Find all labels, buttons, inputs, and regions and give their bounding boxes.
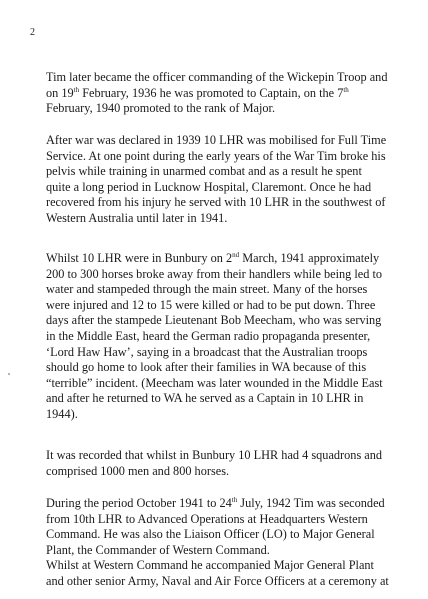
text-line: days after the stampede Lieutenant Bob Meecham, who was serving bbox=[46, 313, 382, 328]
ordinal-suffix: th bbox=[343, 85, 349, 94]
text-line: and other senior Army, Naval and Air Force Officers at a ceremony at bbox=[46, 573, 389, 588]
text-line: “terrible” incident. (Meecham was later wounded in the Middle East bbox=[46, 375, 383, 390]
text-line: Western Australia until later in 1941. bbox=[46, 210, 228, 225]
text-line: from 10th LHR to Advanced Operations at Headquarters Western bbox=[46, 511, 368, 526]
text-line: Service. At one point during the early years of the War Tim broke his bbox=[46, 148, 386, 163]
paragraph-war-service bbox=[46, 133, 393, 227]
paragraph-secondment bbox=[46, 496, 393, 558]
text-line: quite a long period in Lucknow Hospital, Claremont. Once he had bbox=[46, 179, 372, 194]
text-line: Plant, the Commander of Western Command. bbox=[46, 542, 270, 557]
text-line: recovered from his injury he served with 10 LHR in the southwest of bbox=[46, 195, 386, 210]
text-line: February, 1940 promoted to the rank of Major. bbox=[46, 101, 276, 116]
text-line: Whilst at Western Command he accompanied Major General Plant bbox=[46, 558, 374, 572]
page-number: 2 bbox=[30, 27, 35, 38]
ordinal-suffix: th bbox=[231, 496, 238, 504]
text-line: 1944). bbox=[46, 406, 78, 421]
text-line: on 19th February, 1936 he was promoted to Captain, on the 7th bbox=[46, 85, 349, 100]
paragraph-promotions bbox=[46, 70, 393, 117]
scan-mark bbox=[8, 373, 10, 375]
text-line: were injured and 12 to 15 were killed or had to be put down. Three bbox=[46, 297, 376, 312]
text-line: After war was declared in 1939 10 LHR was mobilised for Full Time bbox=[46, 133, 387, 147]
text-line: ‘Lord Haw Haw’, saying in a broadcast that the Australian troops bbox=[46, 344, 368, 359]
text-line: should go home to look after their families in WA because of this bbox=[46, 360, 367, 375]
paragraph-western-command bbox=[46, 558, 393, 589]
text-line: 200 to 300 horses broke away from their handlers while being led to bbox=[46, 266, 383, 281]
ordinal-suffix: nd bbox=[232, 251, 240, 259]
text-line: It was recorded that whilst in Bunbury 10 LHR had 4 squadrons and bbox=[46, 448, 383, 462]
text-line: and after he returned to WA he served as a Captain in 10 LHR in bbox=[46, 391, 364, 406]
text-line: water and stampeded through the main street. Many of the horses bbox=[46, 282, 368, 297]
text-line: Tim later became the officer commanding of the Wickepin Troop and bbox=[46, 70, 388, 84]
paragraph-bunbury-stampede bbox=[46, 251, 393, 423]
ordinal-suffix: th bbox=[73, 85, 80, 94]
text-line: in the Middle East, heard the German radio propaganda presenter, bbox=[46, 328, 371, 343]
text-line: During the period October 1941 to 24th July, 1942 Tim was seconded bbox=[46, 496, 385, 510]
paragraph-bunbury-squadrons bbox=[46, 448, 393, 479]
text-line: pelvis while training in unarmed combat and as a result he spent bbox=[46, 164, 362, 179]
text-line: Command. He was also the Liaison Officer (LO) to Major General bbox=[46, 527, 375, 542]
text-line: Whilst 10 LHR were in Bunbury on 2nd March, 1941 approximately bbox=[46, 251, 380, 265]
text-line: comprised 1000 men and 800 horses. bbox=[46, 463, 230, 478]
